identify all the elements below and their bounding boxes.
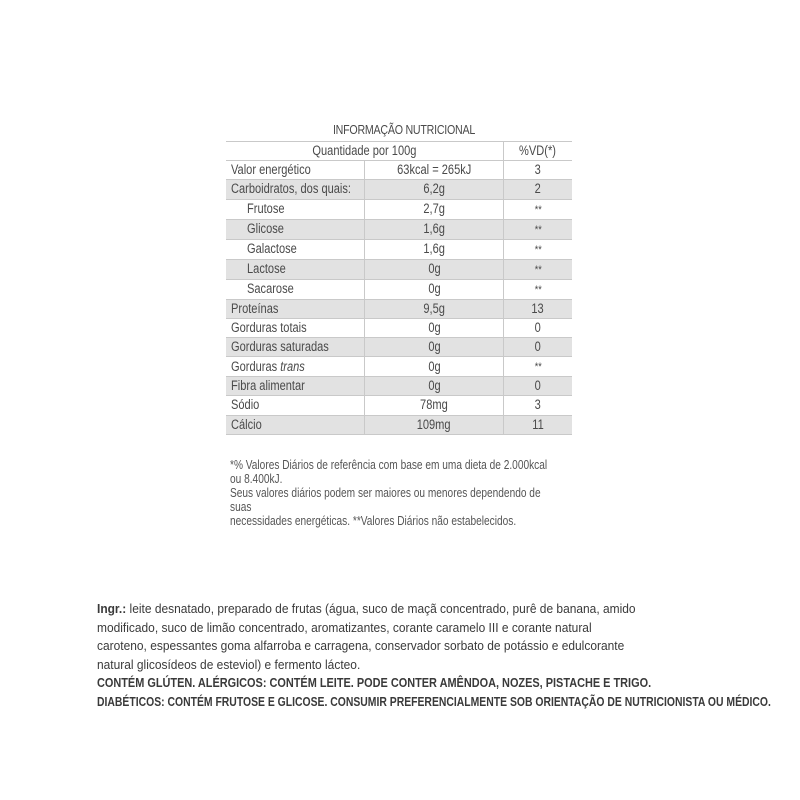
- table-row: [226, 180, 572, 199]
- table-row: [226, 259, 572, 279]
- diabetics-warning: DIABÉTICOS: CONTÉM FRUTOSE E GLICOSE. CONSUMIR PREFERENCIALMENTE SOB ORIENTAÇÃO DE NUTRICIONISTA OU MÉDICO.: [97, 693, 771, 709]
- ingredients-block: [97, 600, 771, 711]
- nutrient-vd: 3: [534, 162, 542, 178]
- nutrient-name: Galactose: [247, 241, 297, 257]
- nutrient-vd: **: [534, 243, 542, 256]
- ingredients-line: modificado, suco de limão concentrado, aromatizantes, corante caramelo III e corante natural: [97, 619, 592, 635]
- nutrient-name: Fibra alimentar: [231, 378, 305, 394]
- vd-header: %VD(*): [519, 143, 557, 159]
- table-row: [226, 279, 572, 299]
- table-row: [226, 199, 572, 219]
- nutrient-value: 0g: [427, 358, 441, 374]
- nutrient-name: Sódio: [231, 397, 260, 413]
- nutrient-value: 78mg: [420, 397, 448, 413]
- nutrient-name: Carboidratos, dos quais:: [231, 181, 352, 197]
- ingredients-text: leite desnatado, preparado de frutas (água, suco de maçã concentrado, purê de banana, amido: [126, 601, 636, 616]
- ingredients-line: caroteno, espessantes goma alfarroba e carragena, conservador sorbato de potássio e edulcorante: [97, 638, 625, 653]
- footnote-line: *% Valores Diários de referência com base em uma dieta de 2.000kcal ou 8.400kJ.: [230, 457, 548, 486]
- nutrient-name: Gorduras totais: [231, 319, 307, 335]
- quantity-header: Quantidade por 100g: [312, 143, 417, 159]
- nutrient-name-italic: trans: [280, 358, 305, 374]
- nutrient-value: 0g: [427, 378, 441, 394]
- nutrient-vd: 0: [534, 339, 542, 355]
- ingredients-label: Ingr.:: [97, 601, 127, 616]
- nutrient-value: 0g: [427, 339, 441, 355]
- table-header-row: [226, 142, 572, 161]
- table-row: [226, 396, 572, 415]
- nutrient-name: Proteínas: [231, 300, 279, 316]
- nutrient-vd: **: [534, 361, 542, 374]
- nutrition-footnote: [230, 458, 558, 528]
- table-row: [226, 337, 572, 356]
- table-row: [226, 318, 572, 337]
- nutrient-value: 109mg: [417, 416, 452, 432]
- nutrient-name: [231, 358, 305, 376]
- nutrient-name: Glicose: [247, 221, 284, 237]
- nutrient-vd: 3: [534, 397, 542, 413]
- nutrient-value: 63kcal = 265kJ: [397, 162, 472, 178]
- footnote-line: necessidades energéticas. **Valores Diários não estabelecidos.: [230, 513, 517, 528]
- table-row: [226, 415, 572, 434]
- table-row: [226, 161, 572, 180]
- nutrient-vd: 0: [534, 378, 542, 394]
- nutrient-vd: 11: [532, 416, 544, 432]
- table-row: [226, 239, 572, 259]
- table-row: [226, 377, 572, 396]
- ingredients-line: natural glicosídeos de esteviol) e fermento lácteo.: [97, 656, 361, 672]
- nutrition-table: [226, 141, 572, 435]
- nutrient-value: 0g: [427, 281, 441, 297]
- nutrient-name: Lactose: [247, 261, 286, 277]
- nutrient-value: 9,5g: [423, 300, 445, 316]
- nutrient-value: 6,2g: [423, 181, 445, 197]
- nutrient-value: 2,7g: [423, 201, 445, 217]
- nutrient-vd: **: [534, 283, 542, 296]
- nutrition-facts-panel: [226, 119, 572, 435]
- nutrient-name: Valor energético: [231, 162, 311, 178]
- nutrient-name: Sacarose: [247, 281, 294, 297]
- nutrient-value: 0g: [427, 261, 441, 277]
- nutrient-value: 1,6g: [423, 241, 445, 257]
- ingredients-line: [97, 600, 686, 619]
- nutrient-name: Frutose: [247, 201, 285, 217]
- nutrient-value: 1,6g: [423, 221, 445, 237]
- table-row: [226, 219, 572, 239]
- nutrient-vd: 13: [531, 300, 545, 316]
- nutrient-vd: **: [534, 263, 542, 276]
- nutrient-vd: **: [534, 223, 542, 236]
- nutrient-value: 0g: [427, 319, 441, 335]
- table-row: [226, 299, 572, 318]
- nutrient-vd: **: [534, 203, 542, 216]
- table-row: [226, 357, 572, 377]
- nutrient-vd: 0: [534, 319, 542, 335]
- nutrient-vd: 2: [534, 181, 542, 197]
- nutrient-name: Cálcio: [231, 416, 262, 432]
- nutrition-title: INFORMAÇÃO NUTRICIONAL: [332, 122, 476, 137]
- footnote-line: Seus valores diários podem ser maiores ou menores dependendo de suas: [230, 485, 541, 514]
- nutrient-name-prefix: Gorduras: [231, 358, 281, 374]
- allergens-warning: CONTÉM GLÚTEN. ALÉRGICOS: CONTÉM LEITE. PODE CONTER AMÊNDOA, NOZES, PISTACHE E TRIGO.: [97, 675, 652, 690]
- nutrient-name: Gorduras saturadas: [231, 339, 329, 355]
